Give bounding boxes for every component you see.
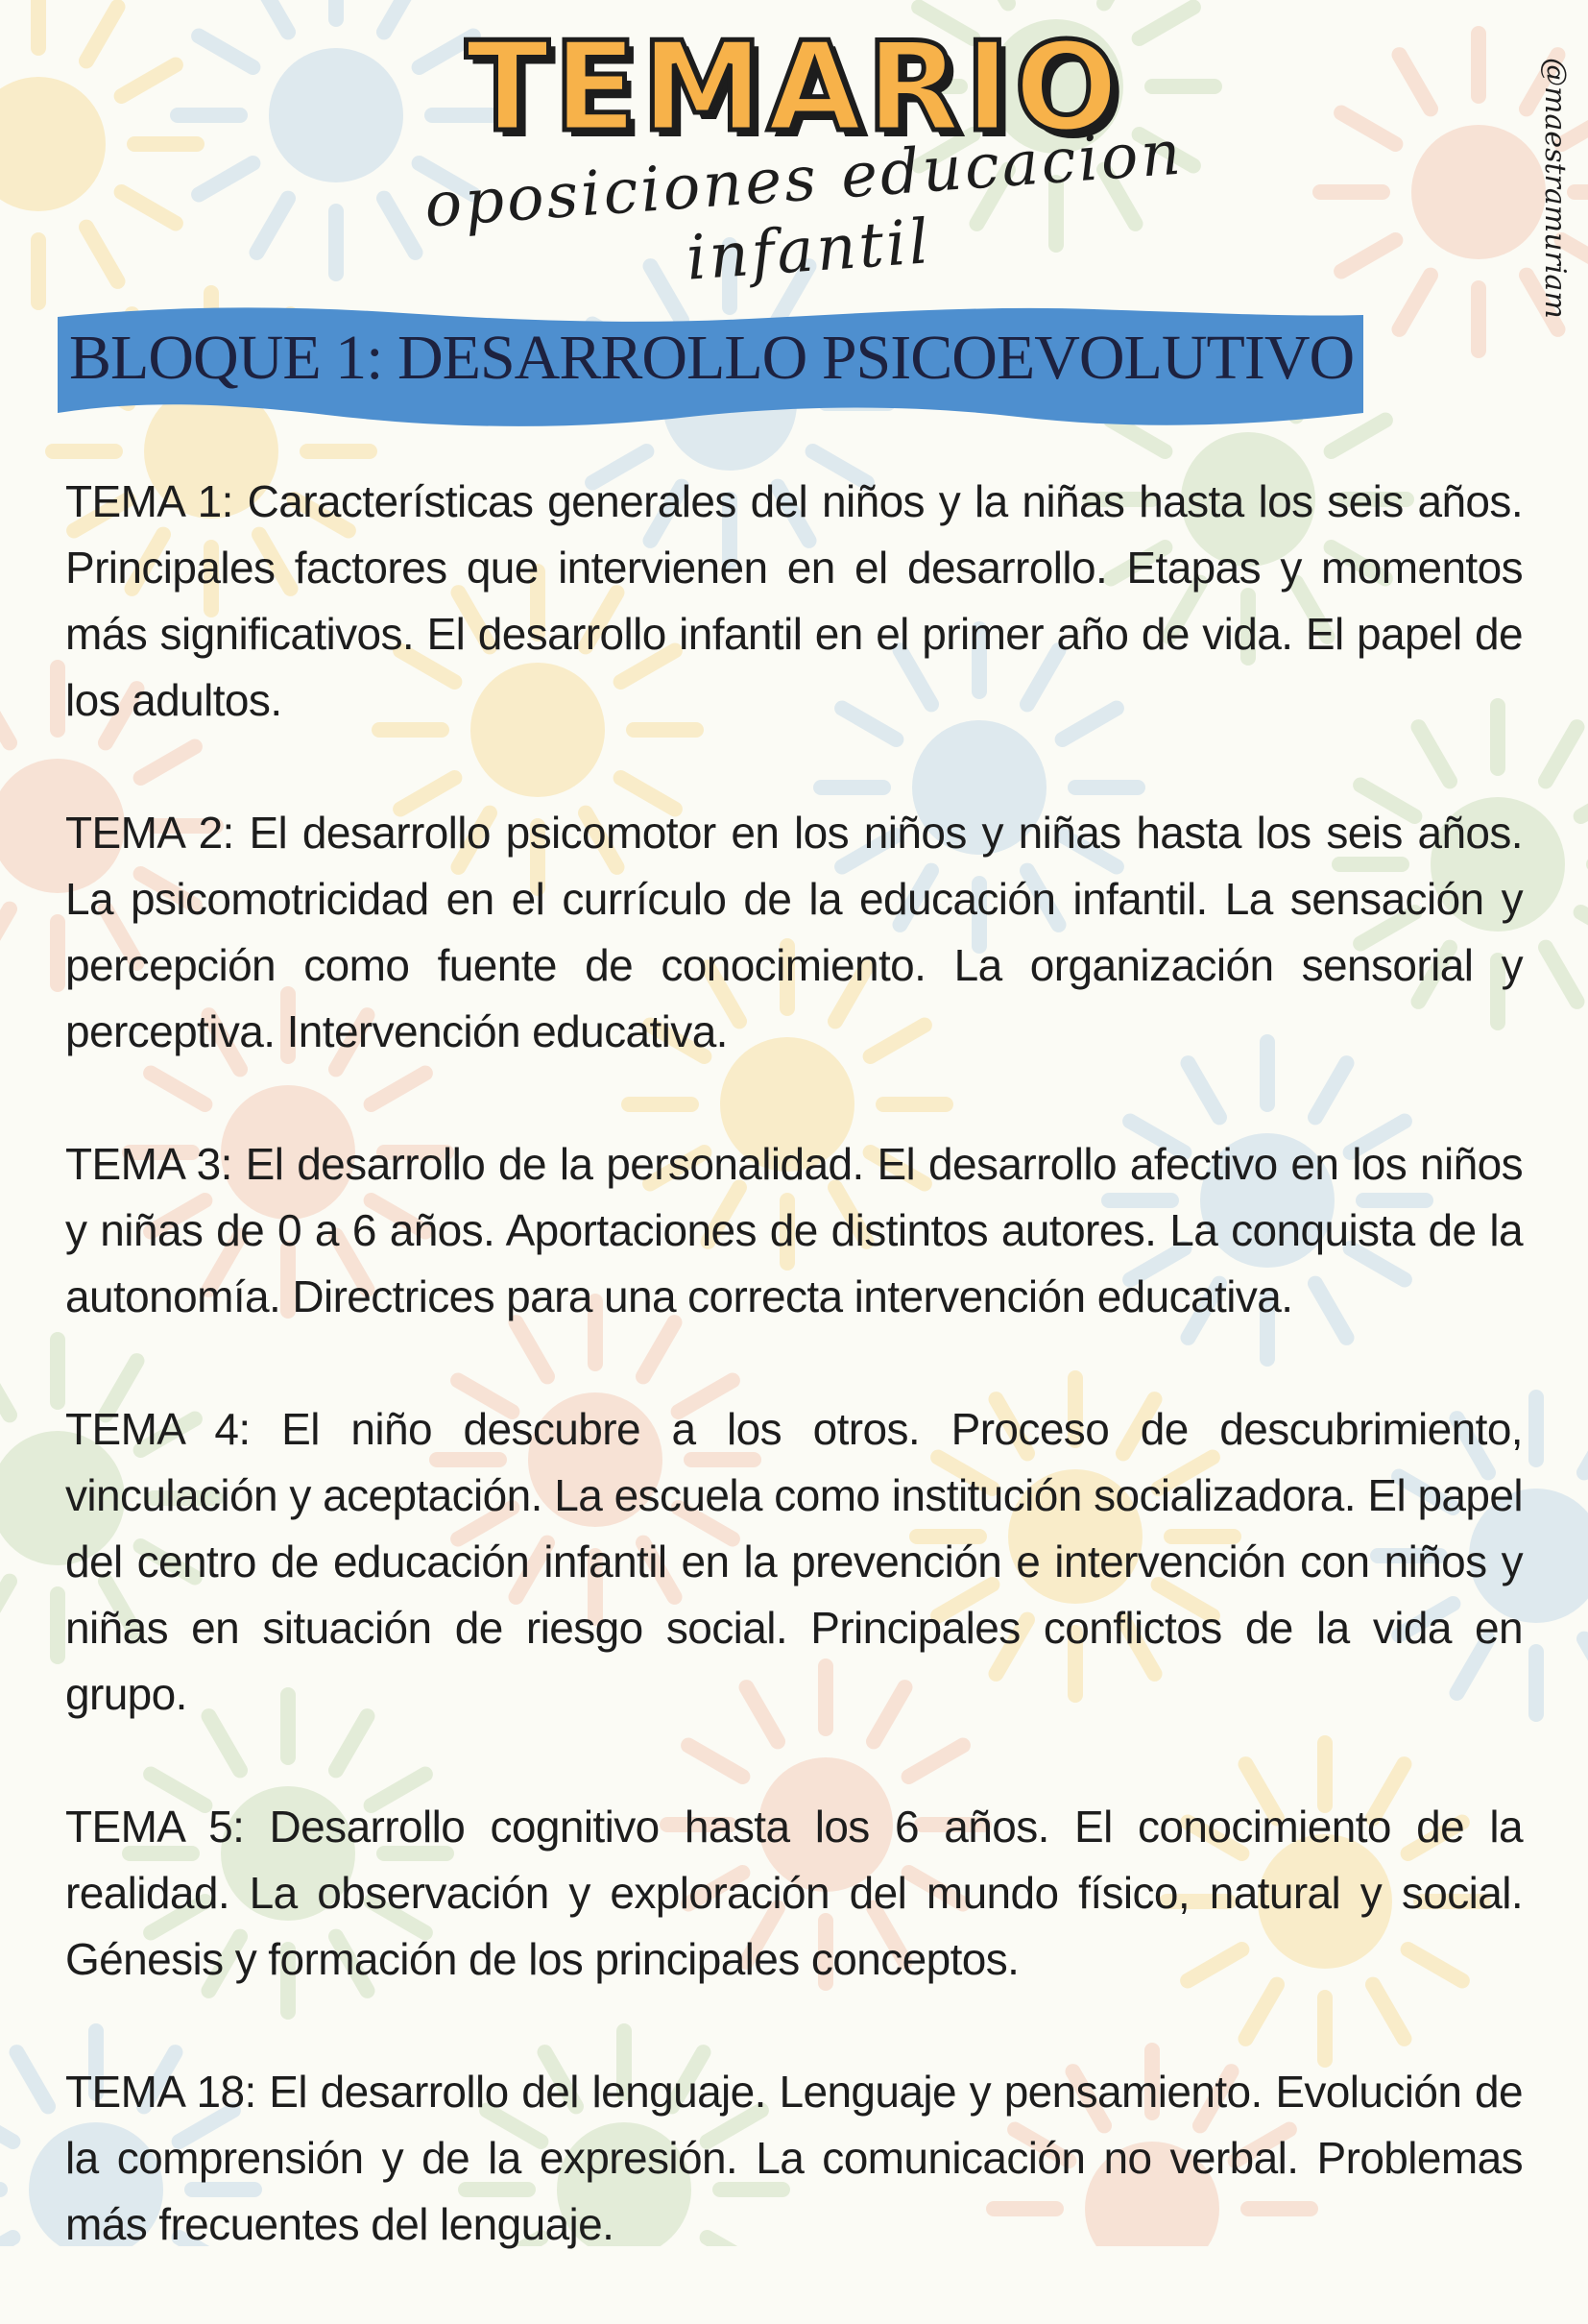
topic-item: TEMA 3: El desarrollo de la personalidad. El desarrollo afectivo en los niños y niñas de 0 a 6 años. Aportaciones de distintos autores. La conquista de la autonomía. Directrices para una correcta intervención educativa. [65, 1139, 1523, 1321]
topic-item: TEMA 5: Desarrollo cognitivo hasta los 6 años. El conocimiento de la realidad. La observación y exploración del mundo físico, natural y social. Génesis y formación de los principales conceptos. [65, 1802, 1523, 1984]
topic-item: TEMA 2: El desarrollo psicomotor en los niños y niñas hasta los seis años. La psicomotricidad en el currículo de la educación infantil. La sensación y percepción como fuente de conocimiento. La organización sensorial y perceptiva. Intervención educativa. [65, 808, 1523, 1056]
page-subtitle: oposiciones educacion infantil [422, 117, 1186, 295]
topic-item: TEMA 18: El desarrollo del lenguaje. Lenguaje y pensamiento. Evolución de la comprensión y de la expresión. La comunicación no verbal. Problemas más frecuentes del lenguaje. [65, 2067, 1523, 2249]
topic-list [65, 469, 1523, 2324]
topic-item: TEMA 1: Características generales del niños y la niñas hasta los seis años. Principales factores que intervienen en el desarrollo. Etapas y momentos más significativos. El desarrollo infantil en el primer año de vida. El papel de los adultos. [65, 476, 1523, 725]
topic-item: TEMA 4: El niño descubre a los otros. Proceso de descubrimiento, vinculación y aceptación. La escuela como institución socializadora. El papel del centro de educación infantil en la prevención e intervención con niños y niñas en situación de riesgo social. Principales conflictos de la vida en grupo. [65, 1404, 1523, 1719]
block-title: BLOQUE 1: DESARROLLO PSICOEVOLUTIVO [69, 323, 1355, 393]
author-handle: @maestramuriam [1538, 58, 1572, 319]
page-title: TEMARIO [465, 16, 1123, 159]
